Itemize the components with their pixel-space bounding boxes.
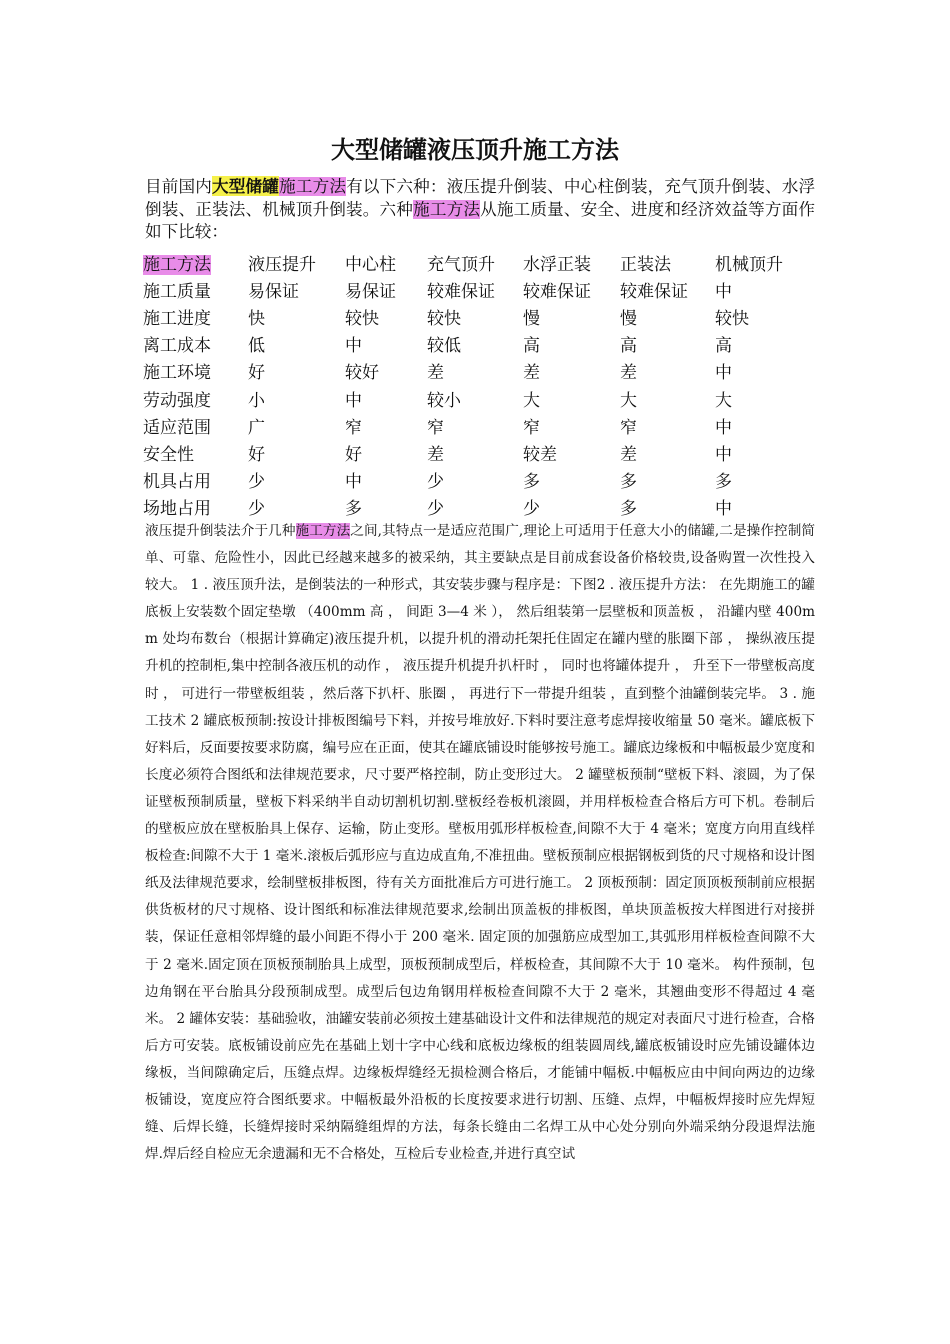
table-cell <box>427 330 523 357</box>
cell-text: 少 <box>427 498 444 519</box>
table-header-cell <box>427 249 523 276</box>
table-cell <box>248 303 345 330</box>
cell-text: 充气顶升 <box>427 255 495 276</box>
cell-text: 差 <box>427 444 444 465</box>
table-cell <box>715 276 805 303</box>
body-text-1: 液压提升倒装法介于几种 <box>145 523 296 539</box>
cell-text: 较快 <box>345 309 379 330</box>
cell-text: 差 <box>620 444 637 465</box>
table-cell <box>248 330 345 357</box>
intro-text-3: 从施工质量、安全、进度和经济效益等方面作如下比较： <box>145 199 816 241</box>
table-header-cell <box>248 249 345 276</box>
table-cell <box>345 384 427 411</box>
table-cell <box>715 439 805 466</box>
table-cell <box>143 303 248 330</box>
cell-text: 差 <box>620 363 637 384</box>
cell-text: 差 <box>427 363 444 384</box>
cell-text: 适应范围 <box>143 417 211 438</box>
comparison-table <box>143 249 805 520</box>
cell-text: 较差 <box>523 444 557 465</box>
document-title: 大型储罐液压顶升施工方法 <box>331 135 619 164</box>
table-cell <box>248 384 345 411</box>
cell-text: 低 <box>248 336 265 357</box>
cell-text: 广 <box>248 417 265 438</box>
table-cell <box>620 466 715 493</box>
table-cell <box>427 303 523 330</box>
cell-text: 中 <box>345 390 362 411</box>
table-cell <box>345 412 427 439</box>
cell-text: 机具占用 <box>143 471 211 492</box>
table-cell <box>620 276 715 303</box>
table-cell <box>523 466 620 493</box>
cell-text: 易保证 <box>345 282 396 303</box>
table-row <box>143 303 805 330</box>
cell-text: 大 <box>620 390 637 411</box>
table-row <box>143 412 805 439</box>
table-header-cell <box>143 249 248 276</box>
cell-text: 窄 <box>523 417 540 438</box>
cell-text: 较低 <box>427 336 461 357</box>
table-cell <box>715 357 805 384</box>
table-cell <box>427 384 523 411</box>
table-cell <box>620 412 715 439</box>
table-cell <box>427 439 523 466</box>
table-header-cell <box>620 249 715 276</box>
cell-text: 快 <box>248 309 265 330</box>
table-cell <box>427 412 523 439</box>
highlight-large-tank: 大型储罐 <box>212 176 280 196</box>
table-cell <box>427 493 523 520</box>
table-cell <box>345 357 427 384</box>
cell-text: 中 <box>715 282 732 303</box>
table-cell <box>715 384 805 411</box>
table-cell <box>143 493 248 520</box>
cell-text: 大 <box>715 390 732 411</box>
table-cell <box>248 357 345 384</box>
cell-text: 液压提升 <box>248 255 316 276</box>
table-cell <box>143 357 248 384</box>
table-cell <box>143 384 248 411</box>
cell-text: 中 <box>345 471 362 492</box>
body-paragraph <box>145 518 815 1168</box>
table-cell <box>715 466 805 493</box>
cell-text: 较难保证 <box>620 282 688 303</box>
table-cell <box>523 276 620 303</box>
cell-text: 高 <box>523 336 540 357</box>
cell-text: 多 <box>620 471 637 492</box>
table-cell <box>143 330 248 357</box>
cell-text: 中 <box>345 336 362 357</box>
cell-text: 水浮正装 <box>523 255 591 276</box>
cell-text: 中心柱 <box>345 255 396 276</box>
cell-text: 中 <box>715 363 732 384</box>
cell-text: 少 <box>248 498 265 519</box>
table-row <box>143 330 805 357</box>
cell-text: 多 <box>715 471 732 492</box>
cell-text: 慢 <box>523 309 540 330</box>
cell-text: 施工环境 <box>143 363 211 384</box>
cell-text: 少 <box>427 471 444 492</box>
table-cell <box>620 493 715 520</box>
table-cell <box>427 466 523 493</box>
cell-text: 多 <box>620 498 637 519</box>
table-cell <box>523 330 620 357</box>
table-cell <box>523 303 620 330</box>
table-cell <box>345 330 427 357</box>
table-cell <box>523 384 620 411</box>
table-cell <box>715 493 805 520</box>
intro-text-1: 目前国内 <box>145 177 213 196</box>
table-cell <box>248 493 345 520</box>
table-cell <box>715 303 805 330</box>
cell-text: 正装法 <box>620 255 671 276</box>
table-cell <box>523 439 620 466</box>
table-cell <box>248 412 345 439</box>
highlight-construction-method-3: 施工方法 <box>295 523 351 539</box>
table-cell <box>523 357 620 384</box>
table-cell <box>523 493 620 520</box>
cell-text: 施工方法 <box>143 255 211 276</box>
cell-text: 窄 <box>345 417 362 438</box>
cell-text: 较难保证 <box>427 282 495 303</box>
cell-text: 较快 <box>715 309 749 330</box>
cell-text: 大 <box>523 390 540 411</box>
table-row <box>143 493 805 520</box>
table-header-cell <box>523 249 620 276</box>
table-cell <box>620 384 715 411</box>
cell-text: 较好 <box>345 363 379 384</box>
cell-text: 窄 <box>427 417 444 438</box>
table-cell <box>143 412 248 439</box>
table-cell <box>143 276 248 303</box>
cell-text: 差 <box>523 363 540 384</box>
table-cell <box>620 330 715 357</box>
cell-text: 施工质量 <box>143 282 211 303</box>
intro-paragraph <box>145 175 815 244</box>
table-row <box>143 466 805 493</box>
table-header-cell <box>715 249 805 276</box>
table-cell <box>345 303 427 330</box>
cell-text: 好 <box>345 444 362 465</box>
cell-text: 离工成本 <box>143 336 211 357</box>
cell-text: 较快 <box>427 309 461 330</box>
table-cell <box>248 276 345 303</box>
cell-text: 机械顶升 <box>715 255 783 276</box>
table-row <box>143 439 805 466</box>
cell-text: 高 <box>715 336 732 357</box>
cell-text: 多 <box>345 498 362 519</box>
table-cell <box>715 412 805 439</box>
table-cell <box>143 439 248 466</box>
table-header-cell <box>345 249 427 276</box>
body-text-2: 之间,其特点一是适应范围广,理论上可适用于任意大小的储罐,二是操作控制简单、可靠、危险性小，因此已经越来越多的被采纳，其主要缺点是目前成套设备价格较贵,设备购置一次性投入较大。 1 . 液压顶升法，是倒装法的一种形式，其安装步骤与程序是：下图2 . 液压提升方法： 在先期施工的罐底板上安装数个固定垫墩 （400mm 高 ， 间距 3—4 米 ）， 然后组装第一层壁板和顶盖板 ， 沿罐内壁 400mm 处均布数台（根据计算确定)液压提升机，以提升机的滑动托架托住固定在罐内壁的胀圈下部 ， 操纵液压提升机的控制柜,集中控制各液压机的动作 ， 液压提升机提升扒杆时 ， 同时也将罐体提升 ， 升至下一带壁板高度时 ， 可进行一带壁板组装 ，然后落下扒杆、胀圈 ， 再进行下一带提升组装 ，直到整个油罐倒装完毕。 3 . 施工技术 2 罐底板预制:按设计排板图编号下料，并按号堆放好.下料时要注意考虑焊接收缩量 50 毫米。罐底板下好料后，反面要按要求防腐，编号应在正面，使其在罐底铺设时能够按号施工。罐底边缘板和中幅板最少宽度和长度必须符合图纸和法律规范要求，尺寸要严格控制，防止变形过大。 2 罐壁板预制“壁板下料、滚圆，为了保证壁板预制质量，壁板下料采纳半自动切割机切割.壁板经卷板机滚圆，并用样板检查合格后方可下机。卷制后的壁板应放在壁板胎具上保存、运输，防止变形。壁板用弧形样板检查,间隙不大于 4 毫米；宽度方向用直线样板检查:间隙不大于 1 毫米.滚板后弧形应与直边成直角,不准扭曲。壁板预制应根据钢板到货的尺寸规格和设计图纸及法律规范要求，绘制壁板排板图，待有关方面批准后方可进行施工。 2 顶板预制：固定顶顶板预制前应根据供货板材的尺寸规格、设计图纸和标准法律规范要求,绘制出顶盖板的排板图，单块顶盖板按大样图进行对接拼装，保证任意相邻焊缝的最小间距不得小于 200 毫米. 固定顶的加强筋应成型加工,其弧形用样板检查间隙不大于 2 毫米.固定顶在顶板预制胎具上成型，顶板预制成型后，样板检查，其间隙不大于 10 毫米。 构件预制，包边角钢在平台胎具分段预制成型。成型后包边角钢用样板检查间隙不大于 2 毫米，其翘曲变形不得超过 4 毫米。 2 罐体安装：基础验收，油罐安装前必须按土建基础设计文件和法律规范的规定对表面尺寸进行检查，合格后方可安装。底板铺设前应先在基础上划十字中心线和底板边缘板的组装圆周线,罐底板铺设时应先铺设罐体边缘板，当间隙确定后，压缝点焊。边缘板焊缝经无损检测合格后，才能铺中幅板.中幅板应由中间向两边的边缘板铺设，宽度应符合图纸要求。中幅板最外沿板的长度按要求进行切割、压缝、点焊，中幅板焊接时应先焊短缝、后焊长缝，长缝焊接时采纳隔缝组焊的方法，每条长缝由二名焊工从中心处分别向外端采纳分段退焊法施焊.焊后经自检应无余遗漏和无不合格处，互检后专业检查,并进行真空试 <box>145 523 816 1163</box>
table-cell <box>248 439 345 466</box>
table-cell <box>427 276 523 303</box>
table-cell <box>620 303 715 330</box>
table-cell <box>620 357 715 384</box>
highlight-construction-method: 施工方法 <box>279 177 347 196</box>
cell-text: 劳动强度 <box>143 390 211 411</box>
table-cell <box>345 439 427 466</box>
highlight-construction-method-2: 施工方法 <box>413 199 481 219</box>
cell-text: 慢 <box>620 309 637 330</box>
cell-text: 高 <box>620 336 637 357</box>
cell-text: 较小 <box>427 390 461 411</box>
cell-text: 少 <box>523 498 540 519</box>
cell-text: 好 <box>248 444 265 465</box>
table-cell <box>715 330 805 357</box>
table-row <box>143 276 805 303</box>
table-cell <box>620 439 715 466</box>
table-cell <box>427 357 523 384</box>
cell-text: 中 <box>715 498 732 519</box>
cell-text: 施工进度 <box>143 309 211 330</box>
table-cell <box>345 493 427 520</box>
cell-text: 中 <box>715 444 732 465</box>
table-cell <box>143 466 248 493</box>
cell-text: 中 <box>715 417 732 438</box>
table-cell <box>345 466 427 493</box>
cell-text: 好 <box>248 363 265 384</box>
cell-text: 小 <box>248 390 265 411</box>
cell-text: 安全性 <box>143 444 194 465</box>
cell-text: 较难保证 <box>523 282 591 303</box>
table-header-row <box>143 249 805 276</box>
cell-text: 少 <box>248 471 265 492</box>
table-cell <box>248 466 345 493</box>
cell-text: 易保证 <box>248 282 299 303</box>
cell-text: 多 <box>523 471 540 492</box>
intro-text-2: 有以下六种：液压提升倒装、中心柱倒装，充气顶升倒装、水浮倒装、正装法、机械顶升倒装。六种 <box>145 177 816 219</box>
table-cell <box>345 276 427 303</box>
cell-text: 窄 <box>620 417 637 438</box>
cell-text: 场地占用 <box>143 498 211 519</box>
table-cell <box>523 412 620 439</box>
table-row <box>143 357 805 384</box>
table-row <box>143 384 805 411</box>
